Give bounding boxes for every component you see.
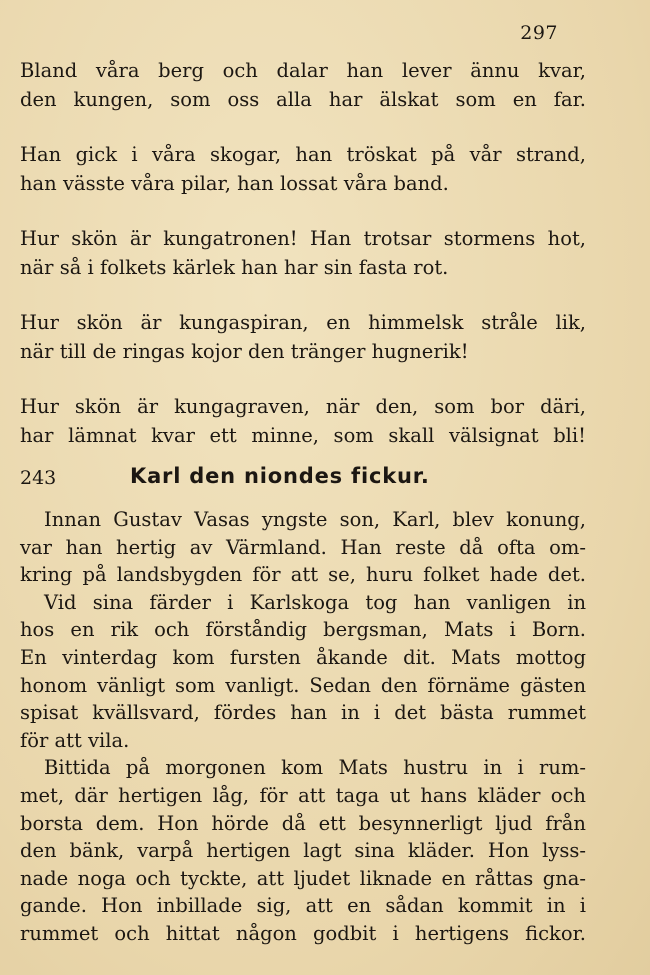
prose-text: [20, 506, 586, 948]
prose-line: Bittida på morgonen kom Mats hustru in i rum-: [44, 756, 586, 780]
section-number: 243: [20, 467, 57, 489]
prose-line: var han hertig av Värmland. Han reste då ofta om-: [20, 535, 586, 559]
prose-line: borsta dem. Hon hörde då ett besynnerligt ljud från: [20, 811, 586, 835]
poem-line: Han gick i våra skogar, han tröskat på vår strand,: [20, 143, 586, 166]
prose-line: för att vila.: [20, 728, 130, 752]
poem-line: när så i folkets kärlek han har sin fasta rot.: [20, 256, 449, 279]
prose-line: den bänk, varpå hertigen lagt sina kläder. Hon lyss-: [20, 839, 586, 863]
poem-line: har lämnat kvar ett minne, som skall välsignat bli!: [20, 424, 586, 447]
poem: [20, 56, 586, 476]
poem-stanza: [20, 140, 586, 198]
poem-line: Bland våra berg och dalar han lever ännu kvar,: [20, 59, 586, 82]
prose-line: nade noga och tyckte, att ljudet liknade en råttas gna-: [20, 866, 586, 890]
poem-line: han vässte våra pilar, han lossat våra band.: [20, 172, 449, 195]
section-heading: [20, 464, 586, 494]
poem-line: den kungen, som oss alla har älskat som en far.: [20, 88, 586, 111]
poem-line: Hur skön är kungagraven, när den, som bor däri,: [20, 395, 586, 418]
prose-line: spisat kvällsvard, fördes han in i det bästa rummet: [20, 701, 586, 725]
prose-line: met, där hertigen låg, för att taga ut hans kläder och: [20, 783, 586, 807]
poem-line: Hur skön är kungatronen! Han trotsar stormens hot,: [20, 227, 586, 250]
poem-line: när till de ringas kojor den tränger hugnerik!: [20, 340, 469, 363]
prose-line: kring på landsbygden för att se, huru folket hade det.: [20, 563, 586, 587]
poem-stanza: [20, 224, 586, 282]
prose-line: hos en rik och förståndig bergsman, Mats i Born.: [20, 618, 586, 642]
prose-line: Innan Gustav Vasas yngste son, Karl, blev konung,: [44, 508, 586, 531]
section-title: Karl den niondes fickur.: [130, 464, 430, 488]
prose-line: honom vänligt som vanligt. Sedan den förnäme gästen: [20, 673, 586, 697]
prose-line: Vid sina färder i Karlskoga tog han vanligen in: [44, 590, 586, 614]
prose-line: gande. Hon inbillade sig, att en sådan kommit in i: [20, 894, 586, 918]
page-number: 297: [520, 22, 558, 44]
prose-line: rummet och hittat någon godbit i hertigens fickor.: [20, 921, 586, 945]
poem-line: Hur skön är kungaspiran, en himmelsk stråle lik,: [20, 311, 586, 334]
poem-stanza: [20, 56, 586, 114]
prose-line: En vinterdag kom fursten åkande dit. Mats mottog: [20, 645, 586, 669]
poem-stanza: [20, 392, 586, 450]
poem-stanza: [20, 308, 586, 366]
